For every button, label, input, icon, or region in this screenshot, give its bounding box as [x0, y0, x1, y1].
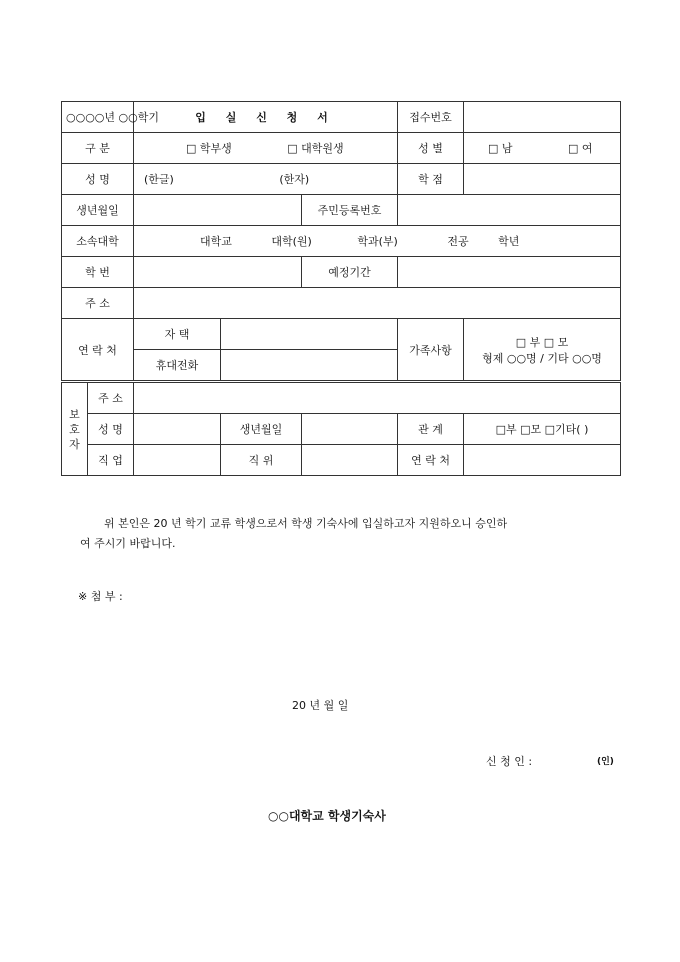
guardian-label-char: 자 — [69, 437, 80, 451]
period-field[interactable] — [398, 257, 621, 288]
receipt-number-label: 접수번호 — [398, 102, 464, 133]
address-label: 주 소 — [62, 288, 134, 319]
application-statement-line2: 여 주시기 바랍니다. — [80, 537, 176, 550]
student-number-label: 학 번 — [62, 257, 134, 288]
mobile-phone-label: 휴대전화 — [134, 350, 221, 382]
rrn-field[interactable] — [398, 195, 621, 226]
category-label: 구 분 — [62, 133, 134, 164]
guardian-contact-label: 연 락 처 — [398, 445, 464, 476]
guardian-contact-field[interactable] — [464, 445, 621, 476]
guardian-address-label: 주 소 — [88, 382, 134, 414]
footer-institution: ○○대학교 학생기숙사 — [268, 809, 386, 823]
credits-field[interactable] — [464, 164, 621, 195]
guardian-address-field[interactable] — [134, 382, 621, 414]
form-title: 입 실 신 청 서 — [134, 102, 398, 133]
guardian-label-char: 호 — [69, 422, 80, 436]
category-options[interactable] — [134, 133, 398, 164]
application-form-table — [61, 101, 621, 476]
guardian-name-field[interactable] — [134, 414, 221, 445]
guardian-job-label: 직 업 — [88, 445, 134, 476]
guardian-relation-label: 관 계 — [398, 414, 464, 445]
receipt-number-field[interactable] — [464, 102, 621, 133]
attachment-label: ※ 첨 부 : — [78, 590, 123, 603]
family-field[interactable] — [464, 319, 621, 382]
term-label: ○○○○년 ○○학기 — [62, 102, 134, 133]
date-line: 20 년 월 일 — [292, 699, 349, 712]
gender-label: 성 별 — [398, 133, 464, 164]
guardian-position-label: 직 위 — [221, 445, 302, 476]
contact-label: 연 락 처 — [62, 319, 134, 382]
university-hint: 대학교 — [200, 235, 232, 248]
family-siblings-text: 형제 ○○명 / 기타 ○○명 — [482, 351, 602, 365]
applicant-label: 신 청 인 : — [486, 755, 533, 768]
guardian-name-label: 성 명 — [88, 414, 134, 445]
graduate-checkbox[interactable]: □ 대학원생 — [287, 142, 344, 155]
college-hint: 대학(원) — [271, 235, 312, 248]
affiliation-label: 소속대학 — [62, 226, 134, 257]
address-field[interactable] — [134, 288, 621, 319]
undergraduate-checkbox[interactable]: □ 학부생 — [186, 142, 232, 155]
seal-mark: (인) — [597, 757, 614, 767]
guardian-position-field[interactable] — [302, 445, 398, 476]
mobile-phone-field[interactable] — [221, 350, 398, 382]
gender-options[interactable] — [464, 133, 621, 164]
birthdate-field[interactable] — [134, 195, 302, 226]
family-parents-options[interactable]: □ 부 □ 모 — [515, 335, 569, 349]
guardian-birthdate-field[interactable] — [302, 414, 398, 445]
guardian-label-char: 보 — [69, 407, 80, 421]
name-field[interactable] — [134, 164, 398, 195]
family-label: 가족사항 — [398, 319, 464, 382]
name-korean-hint: (한글) — [144, 173, 174, 186]
department-hint: 학과(부) — [357, 235, 398, 248]
birthdate-label: 생년월일 — [62, 195, 134, 226]
female-checkbox[interactable]: □ 여 — [568, 142, 593, 155]
credits-label: 학 점 — [398, 164, 464, 195]
major-hint: 전공 — [447, 235, 469, 248]
guardian-birthdate-label: 생년월일 — [221, 414, 302, 445]
male-checkbox[interactable]: □ 남 — [488, 142, 513, 155]
period-label: 예정기간 — [302, 257, 398, 288]
guardian-job-field[interactable] — [134, 445, 221, 476]
rrn-label: 주민등록번호 — [302, 195, 398, 226]
guardian-label — [62, 382, 88, 476]
name-hanja-hint: (한자) — [279, 173, 310, 186]
guardian-relation-options[interactable]: □부 □모 □기타( ) — [464, 414, 621, 445]
application-statement-line1: 위 본인은 20 년 학기 교류 학생으로서 학생 기숙사에 입실하고자 지원하오니 승인하 — [104, 517, 508, 530]
student-number-field[interactable] — [134, 257, 302, 288]
year-hint: 학년 — [498, 235, 520, 248]
home-phone-label: 자 택 — [134, 319, 221, 350]
home-phone-field[interactable] — [221, 319, 398, 350]
affiliation-field[interactable] — [134, 226, 621, 257]
name-label: 성 명 — [62, 164, 134, 195]
